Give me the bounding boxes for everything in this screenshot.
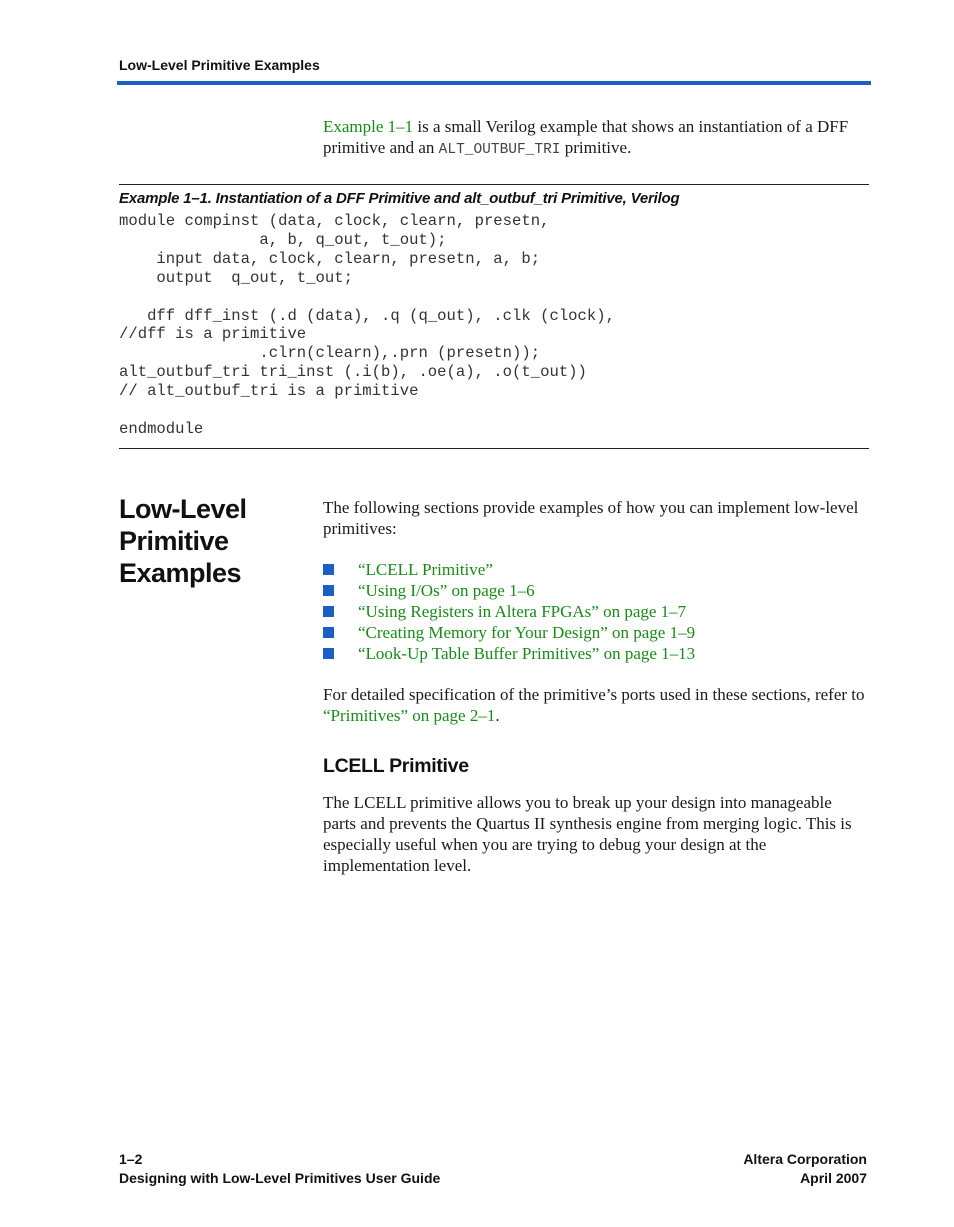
section-link-memory[interactable]: “Creating Memory for Your Design” on page 1–9 — [358, 623, 696, 642]
primitives-link[interactable]: “Primitives” on page 2–1 — [323, 706, 496, 725]
example-code-block: module compinst (data, clock, clearn, presetn, a, b, q_out, t_out); input data, clock, clearn, presetn, a, b; output q_out, t_out; dff dff_inst (.d (data), .q (q_out), .clk (clock), //dff is a primitive .clrn(clearn),.prn (presetn)); alt_outbuf_tri tri_inst (.i(b), .oe(a), .o(t_out)) // alt_outbuf_tri is a primitive endmodule — [119, 212, 615, 438]
square-bullet-icon — [323, 606, 334, 617]
section-link-registers[interactable]: “Using Registers in Altera FPGAs” on page 1–7 — [358, 602, 687, 621]
guide-title: Designing with Low-Level Primitives User Guide — [119, 1170, 441, 1186]
section-heading-line: Low-Level — [119, 494, 247, 524]
intro-paragraph — [323, 116, 868, 161]
list-item — [323, 622, 695, 643]
example-link[interactable]: Example 1–1 — [323, 117, 414, 136]
section-heading-line: Primitive — [119, 526, 229, 556]
spec-text-b: . — [495, 706, 500, 725]
section-link-ios[interactable]: “Using I/Os” on page 1–6 — [358, 581, 535, 600]
square-bullet-icon — [323, 585, 334, 596]
example-bottom-rule — [119, 448, 869, 449]
footer-right — [743, 1150, 867, 1188]
square-bullet-icon — [323, 627, 334, 638]
square-bullet-icon — [323, 564, 334, 575]
publish-date: April 2007 — [800, 1170, 867, 1186]
example-top-rule — [119, 184, 869, 185]
square-bullet-icon — [323, 648, 334, 659]
list-item — [323, 559, 695, 580]
lcell-paragraph: The LCELL primitive allows you to break up your design into manageable parts and prevents the Quartus II synthesis engine from merging logic. This is especially useful when you are trying to debug your design at the implementation level. — [323, 793, 852, 875]
list-item — [323, 601, 695, 622]
section-heading-line: Examples — [119, 558, 242, 588]
company-name: Altera Corporation — [743, 1151, 867, 1167]
page-number: 1–2 — [119, 1151, 143, 1167]
list-item — [323, 643, 695, 664]
section-link-list — [323, 559, 695, 664]
spec-paragraph — [323, 684, 868, 726]
lcell-heading: LCELL Primitive — [323, 755, 469, 777]
intro-text-a: is a small Verilog example that shows an instantiation of a DFF primitive and an — [323, 117, 849, 157]
spec-text-a: For detailed specification of the primitive’s ports used in these sections, refer to — [323, 685, 865, 704]
example-title: Example 1–1. Instantiation of a DFF Primitive and alt_outbuf_tri Primitive, Verilog — [119, 190, 680, 207]
running-header-title: Low-Level Primitive Examples — [119, 57, 320, 73]
section-heading — [119, 493, 309, 589]
section-link-lut-buffer[interactable]: “Look-Up Table Buffer Primitives” on page 1–13 — [358, 644, 696, 663]
list-item — [323, 580, 695, 601]
section-link-lcell[interactable]: “LCELL Primitive” — [358, 560, 493, 579]
intro-code: ALT_OUTBUF_TRI — [438, 142, 561, 158]
intro-text-b: primitive. — [560, 138, 632, 157]
header-rule — [117, 81, 871, 85]
section-intro-paragraph: The following sections provide examples of how you can implement low-level primitives: — [323, 498, 859, 538]
footer-left — [119, 1150, 440, 1188]
